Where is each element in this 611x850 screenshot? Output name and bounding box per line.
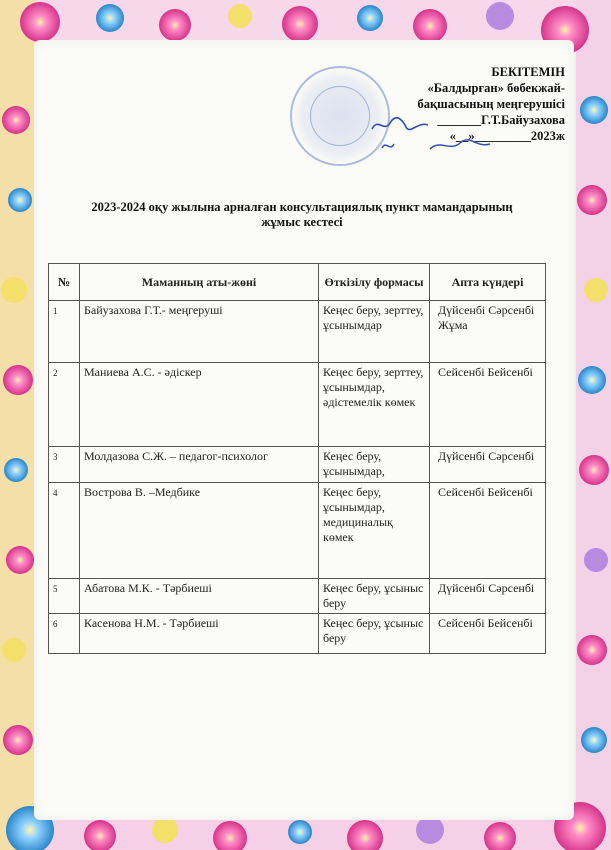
approval-org: «Балдырған» бөбекжай- (427, 81, 565, 95)
header-number: № (49, 264, 80, 301)
table-row (49, 579, 546, 614)
row-name: Молдазова С.Ж. – педагог-психолог (80, 447, 319, 483)
row-days: Сейсенбі Бейсенбі (430, 483, 546, 579)
table-row (49, 363, 546, 447)
schedule-table (48, 263, 546, 654)
table-row (49, 447, 546, 483)
header-form: Өткізілу формасы (319, 264, 430, 301)
row-number: 5 (49, 579, 80, 614)
row-name: Маниева А.С. - әдіскер (80, 363, 319, 447)
row-name: Вострова В. –Медбике (80, 483, 319, 579)
row-number: 4 (49, 483, 80, 579)
row-number: 6 (49, 614, 80, 654)
row-days: Дүйсенбі Сәрсенбі Жұма (430, 301, 546, 363)
title-line-2: жұмыс кестесі (261, 215, 343, 229)
handwritten-date (380, 136, 510, 156)
row-name: Касенова Н.М. - Тәрбиеші (80, 614, 319, 654)
row-name: Абатова М.К. - Тәрбиеші (80, 579, 319, 614)
header-name: Маманның аты-жөні (80, 264, 319, 301)
row-number: 3 (49, 447, 80, 483)
row-form: Кеңес беру, зерттеу, ұсынымдар (319, 301, 430, 363)
approval-signatory: _______Г.Т.Байузахова (437, 113, 565, 127)
row-form: Кеңес беру, ұсыныс беру (319, 579, 430, 614)
row-name: Байузахова Г.Т.- меңгеруші (80, 301, 319, 363)
table-row (49, 614, 546, 654)
header-days: Апта күндері (430, 264, 546, 301)
approval-heading: БЕКІТЕМІН (491, 65, 565, 79)
handwritten-signature (368, 115, 438, 135)
row-days: Сейсенбі Бейсенбі (430, 363, 546, 447)
row-number: 1 (49, 301, 80, 363)
approval-position: бақшасының меңгерушісі (417, 97, 565, 111)
table-row (49, 483, 546, 579)
table-row (49, 301, 546, 363)
row-days: Дүйсенбі Сәрсенбі (430, 447, 546, 483)
row-number: 2 (49, 363, 80, 447)
row-form: Кеңес беру, зерттеу, ұсынымдар, әдістемелік көмек (319, 363, 430, 447)
row-form: Кеңес беру, ұсынымдар, медициналық көмек (319, 483, 430, 579)
title-line-1: 2023-2024 оқу жылына арналған консультациялық пункт мамандарының (91, 200, 513, 214)
table-header-row (49, 264, 546, 301)
approval-date: «__»_________2023ж (449, 129, 565, 143)
row-days: Дүйсенбі Сәрсенбі (430, 579, 546, 614)
row-form: Кеңес беру, ұсыныс беру (319, 614, 430, 654)
document-title (62, 200, 542, 230)
row-form: Кеңес беру, ұсынымдар, (319, 447, 430, 483)
row-days: Сейсенбі Бейсенбі (430, 614, 546, 654)
